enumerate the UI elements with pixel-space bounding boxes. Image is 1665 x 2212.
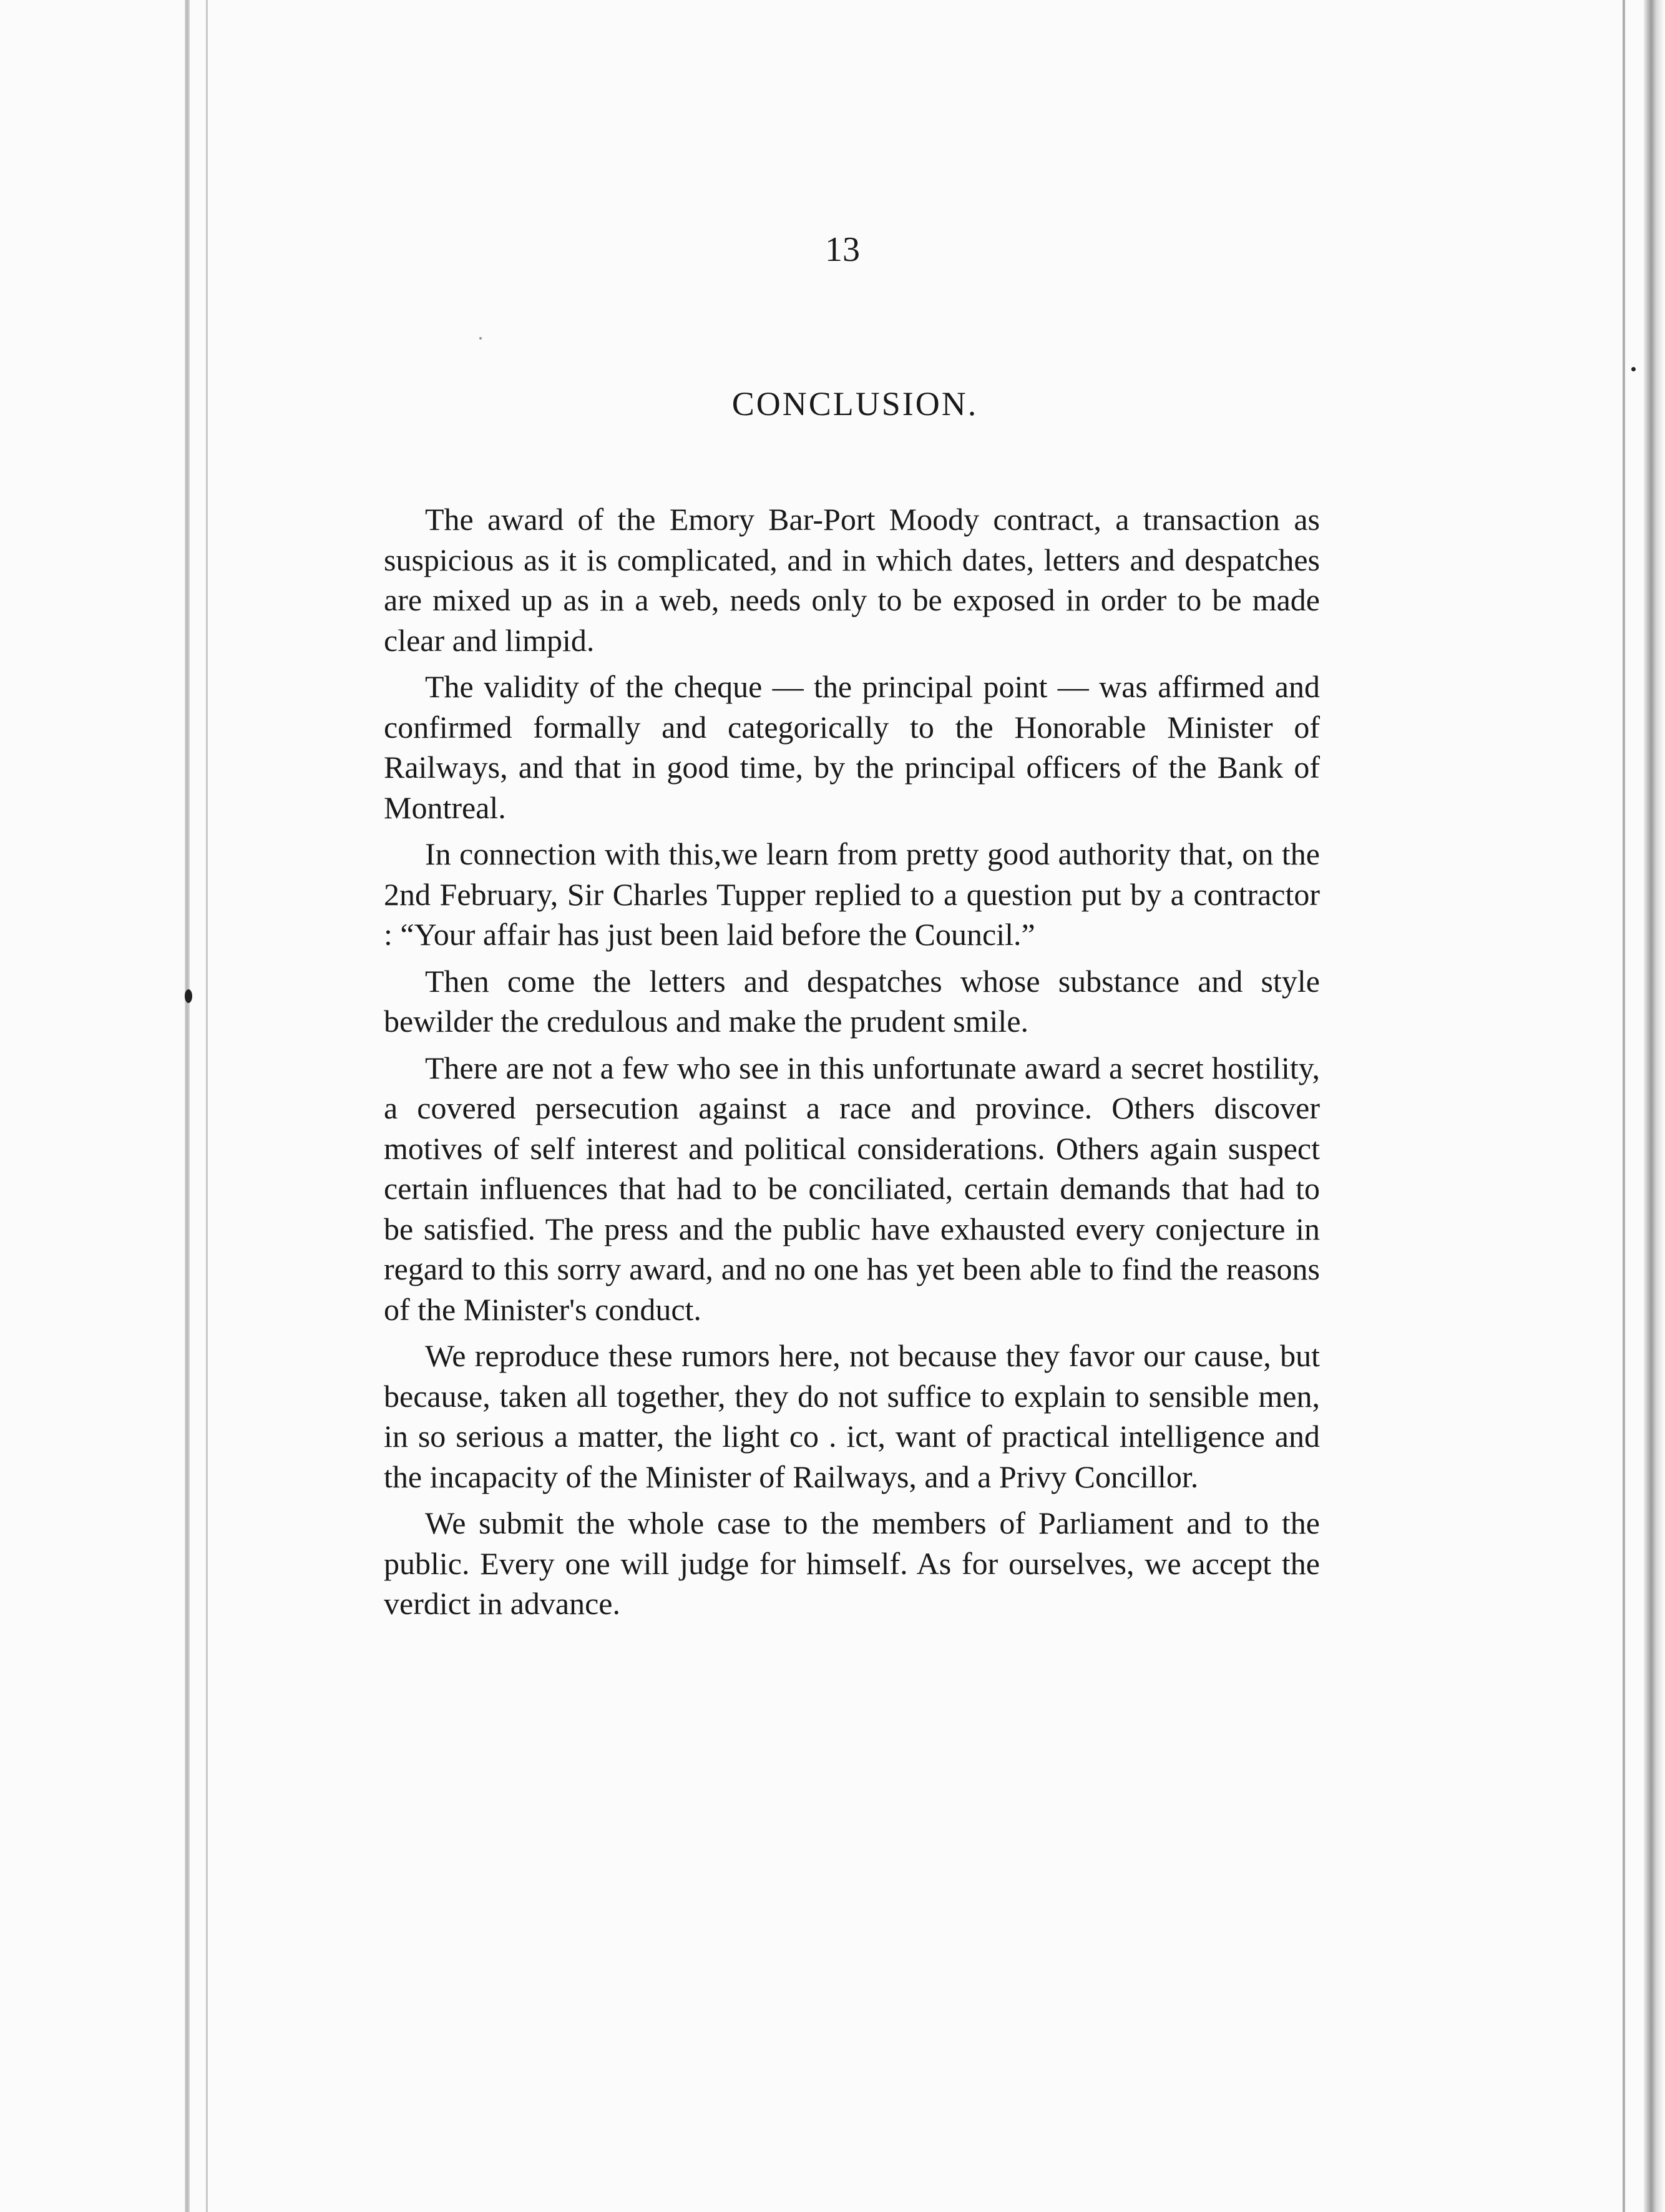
ink-speck bbox=[185, 989, 192, 1003]
body-text bbox=[384, 499, 1320, 1630]
paragraph: We submit the whole case to the members of Parliament and to the public. Every one will judge for himself. As for ourselves, we accept the verdict in advance. bbox=[384, 1505, 1320, 1621]
paragraph: The award of the Emory Bar-Port Moody contract, a transaction as suspicious as it is complicated, and in which dates, letters and despatches are mixed up as in a web, needs only to be exposed in order to be made clear and limpid. bbox=[384, 502, 1320, 658]
paragraph: Then come the letters and despatches whose substance and style bewilder the credulous and make the prudent smile. bbox=[384, 963, 1320, 1039]
page-number: 13 bbox=[825, 230, 860, 269]
paragraph: In connection with this,we learn from pretty good authority that, on the 2nd February, Sir Charles Tupper replied to a question put by a contractor : “Your affair has just been laid before the Council.” bbox=[384, 836, 1320, 952]
page-left-edge bbox=[185, 0, 190, 2212]
ink-speck bbox=[479, 337, 482, 340]
ink-speck bbox=[1631, 367, 1636, 371]
page-right-edge bbox=[1644, 0, 1665, 2212]
paragraph: We reproduce these rumors here, not because they favor our cause, but because, taken all together, they do not suffice to explain to sensible men, in so serious a matter, the light co . ict, want of practical intelligence and the incapacity of the Minister of Railways, and a Privy Concillor. bbox=[384, 1338, 1320, 1494]
paragraph: There are not a few who see in this unfortunate award a secret hostility, a covered persecution against a race and province. Others discover motives of self interest and political considerations. Others again suspect certain influences that had to be conciliated, certain demands that had to be satisfied. The press and the public have exhausted every conjecture in regard to this sorry award, and no one has yet been able to find the reasons of the Minister's conduct. bbox=[384, 1050, 1320, 1327]
section-heading: CONCLUSION. bbox=[731, 385, 979, 423]
page-right-shadow bbox=[1623, 0, 1625, 2212]
paragraph: The validity of the cheque — the principal point — was affirmed and confirmed formally and categorically to the Honorable Minister of Railways, and that in good time, by the principal officers of the Bank of Montreal. bbox=[384, 669, 1320, 825]
page-left-inner-edge bbox=[206, 0, 208, 2212]
